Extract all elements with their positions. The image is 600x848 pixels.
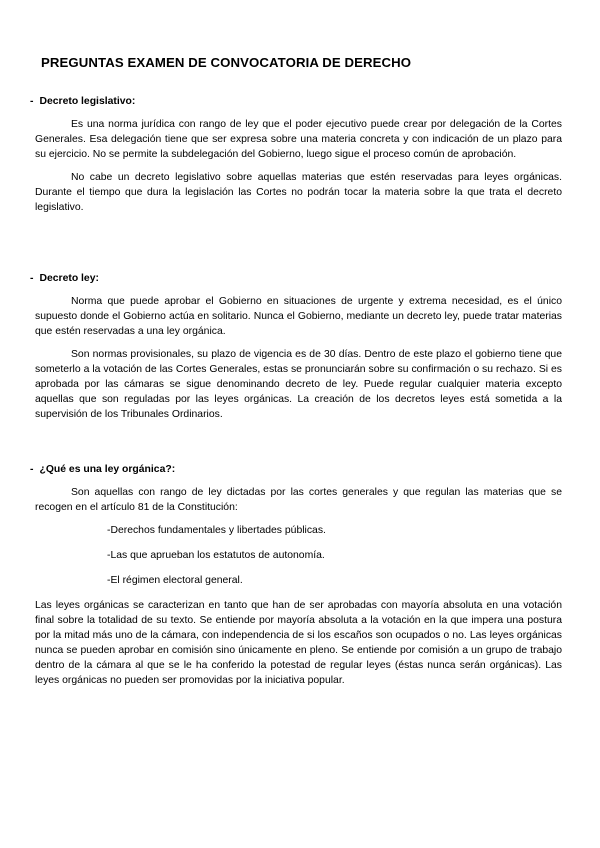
- section-heading: [30, 96, 562, 107]
- bullet-dash: -: [30, 96, 34, 107]
- paragraph: Las leyes orgánicas se caracterizan en tanto que han de ser aprobadas con mayoría absoluta en una votación final sobre la totalidad de su texto. Se entiende por mayoría absoluta a la votación en la que impera una postura por la mitad más uno de la cámara, con independencia de si los escaños son ocupados o no. Las leyes orgánicas nunca se pueden aprobar en comisión sino únicamente en pleno. Se entiende por comisión a un grupo de trabajo dentro de la cámara al que se le ha conferido la potestad de regular leyes (éstas nunca serán orgánicas). Las leyes orgánicas no pueden ser promovidas por la iniciativa popular.: [35, 600, 562, 686]
- paragraph: Son aquellas con rango de ley dictadas por las cortes generales y que regulan las materias que se recogen en el artículo 81 de la Constitución:: [35, 487, 562, 513]
- list-item: -Las que aprueban los estatutos de autonomía.: [107, 550, 325, 561]
- list-item: -El régimen electoral general.: [107, 575, 243, 586]
- section-heading: [30, 273, 562, 284]
- paragraph: No cabe un decreto legislativo sobre aquellas materias que estén reservadas para leyes orgánicas. Durante el tiempo que dura la legislación las Cortes no podrán tocar la materia sobre la que trata el decreto legislativo.: [35, 172, 562, 213]
- section-heading: [30, 464, 562, 475]
- bullet-dash: -: [30, 464, 34, 475]
- list: [35, 523, 562, 588]
- paragraph: Norma que puede aprobar el Gobierno en situaciones de urgente y extrema necesidad, es el único supuesto donde el Gobierno actúa en solitario. Nunca el Gobierno, mediante un decreto ley, puede tratar materias que estén reservadas a una ley orgánica.: [35, 296, 562, 337]
- list-item: -Derechos fundamentales y libertades públicas.: [107, 525, 326, 536]
- section-decreto-legislativo: [30, 96, 562, 223]
- bullet-dash: -: [30, 273, 34, 284]
- paragraph: Son normas provisionales, su plazo de vigencia es de 30 días. Dentro de este plazo el gobierno tiene que someterlo a la votación de las Cortes Generales, estas se pronunciarán sobre su confirmación o su rechazo. Si es aprobada por las cámaras se sigue denominando decreto de ley. Puede regular cualquier materia excepto aquellas que son reguladas por las leyes orgánicas. La creación de los decretos leyes está sometida a la supervisión de los Tribunales Ordinarios.: [35, 349, 562, 420]
- paragraph: Es una norma jurídica con rango de ley que el poder ejecutivo puede crear por delegación de la Cortes Generales. Esa delegación tiene que ser expresa sobre una materia concreta y con indicación de un plazo para su ejercicio. No se permite la subdelegación del Gobierno, luego sigue el proceso común de aprobación.: [35, 119, 562, 160]
- section-heading-text: Decreto legislativo:: [39, 96, 136, 107]
- section-decreto-ley: [30, 273, 562, 430]
- section-ley-organica: [30, 464, 562, 696]
- section-heading-text: Decreto ley:: [39, 273, 99, 284]
- page-title: PREGUNTAS EXAMEN DE CONVOCATORIA DE DERECHO: [41, 55, 412, 70]
- section-heading-text: ¿Qué es una ley orgánica?:: [39, 464, 176, 475]
